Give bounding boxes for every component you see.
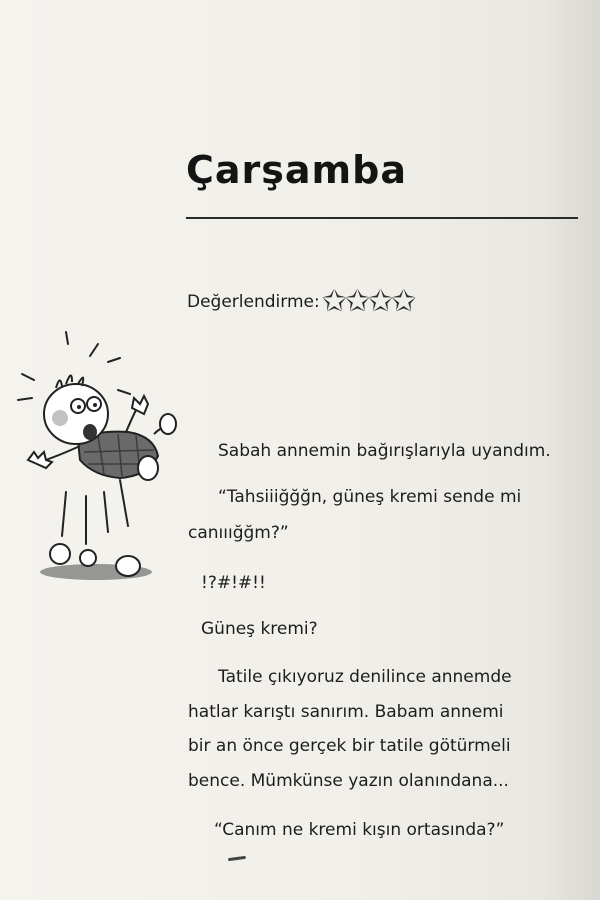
page-mark [228,856,246,861]
paragraph-6: “Canım ne kremi kışın ortasında?” [214,820,505,840]
surprised-boy-illustration [8,300,198,600]
paragraph-5-line-1: Tatile çıkıyoruz denilince annemde [218,667,512,687]
paragraph-5-line-3: bir an önce gerçek bir tatile götürmeli [188,736,511,756]
paragraph-5 [188,660,580,798]
paragraph-4: Güneş kremi? [201,619,318,639]
paragraph-3: !?#!#!! [201,573,266,593]
rating-stars [321,284,417,319]
star-icon: ✩ [367,284,394,319]
star-icon: ✩ [344,284,370,319]
star-icon: ✩ [391,284,417,319]
title-underline [186,217,578,219]
paragraph-5-line-4: bence. Mümkünse yazın olanındana... [188,770,509,791]
paragraph-5-line-2: hatlar karıştı sanırım. Babam annemi [188,701,504,722]
page-title: Çarşamba [186,148,407,192]
rating-row [187,284,417,319]
star-icon: ✩ [321,284,347,319]
paragraph-2-line-1: “Tahsiiiğğğn, güneş kremi sende mi [218,487,522,507]
paragraph-2-line-2: canııığğm?” [188,523,289,543]
rating-label: Değerlendirme: [187,292,320,312]
paragraph-1: Sabah annemin bağırışlarıyla uyandım. [218,441,551,461]
